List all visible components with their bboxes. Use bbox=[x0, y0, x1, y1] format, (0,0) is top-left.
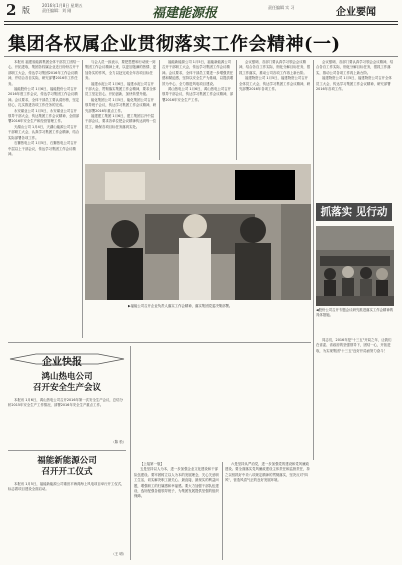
masthead-rule bbox=[4, 21, 398, 22]
paragraph: 福能新能源公司 1月5日，福能新能源公司召开干部职工大会，传达学习集团工作会议精神。会议要求，全体干部员工要进一步增强责任感和紧迫感，坚持以安全生产为基础，以提质增效为中心，全力推进风电项目建设。 bbox=[162, 60, 234, 86]
brief-byline-1: （陈 松） bbox=[111, 440, 126, 444]
brief-divider bbox=[8, 450, 126, 451]
edition-number: 2 bbox=[6, 1, 17, 19]
paragraph: 本报讯 1月5日，福能新能源公司莆田平海湾海上风电项目举行开工仪式，标志着项目建设全面启动。 bbox=[8, 482, 125, 492]
masthead-right-meta bbox=[268, 5, 295, 10]
brief-body-1 bbox=[8, 398, 126, 440]
paragraph: 本报讯 福建省能源集团全体干部员工团结一心，开拓进取，集团各权属企业近日纷纷召开干部职工大会，传达学习集团2016年工作会议精神，并结合各自实际，研究部署2016年工作任务。 bbox=[8, 60, 80, 86]
section-banner bbox=[8, 352, 126, 366]
brief-byline-2: （王 明） bbox=[111, 552, 126, 556]
side-box-title: 抓落实 见行动 bbox=[316, 203, 392, 221]
page-headline: 集团各权属企业贯彻落实工作会精神(一) bbox=[8, 34, 341, 55]
photo-right bbox=[316, 226, 394, 306]
masthead-meta bbox=[42, 3, 83, 13]
column-divider bbox=[236, 60, 237, 160]
continuation-column-3 bbox=[316, 338, 394, 560]
column-divider bbox=[159, 60, 160, 160]
photo-workers-image bbox=[85, 164, 311, 300]
paragraph: 能化集团公司 1月5日，能化集团公司召开领导班子会议，传达学习集团工作会议精神，研究部署2016年重点工作。 bbox=[85, 97, 157, 113]
continuation-column-2 bbox=[225, 462, 311, 560]
section-name: 企业要闻 bbox=[336, 7, 376, 18]
column-divider bbox=[82, 60, 83, 338]
paragraph: 本报讯 1月6日，鸿山热电公司召开2016年第一次安全生产会议，总结分析2015年安全生产工作情况，部署2016年安全生产重点工作。 bbox=[8, 398, 123, 408]
paragraph: 五是坚持以人为本，进一步加强企业文化建设和干部队伍建设。要牢固树立以人为本的发展理念，关心关爱职工生活，切实解决职工最关心、最直接、最现实的利益问题，增强职工的归属感和幸福感。要大力加强干部队伍建设，选好配强各级领导班子，为集团发展提供坚强的组织保障。 bbox=[134, 467, 219, 499]
article-column-5 bbox=[316, 60, 394, 198]
continuation-column-1 bbox=[134, 462, 220, 560]
paragraph: 福建物资公司 1月5日，福建物资公司召开全体员工大会，传达学习集团工作会议精神，研究部署2016年各项工作。 bbox=[239, 76, 311, 92]
editor-line: 责任编辑：刘 刚 bbox=[42, 8, 72, 13]
paragraph: 天湖山公司 1月4日，天湖山能源公司召开干部职工大会，认真学习集团工作会精神，结合实际部署各项工作。 bbox=[8, 124, 80, 140]
phone-line: 责任编辑 实 习 bbox=[268, 5, 295, 10]
paragraph: 会议强调，各部门要认真学习领会会议精神，结合各自工作实际，细化分解目标任务，狠抓工作落实，推动公司各项工作再上新台阶。 bbox=[239, 60, 311, 75]
paragraph: 福能股份公司 1月6日，福能股份公司召开2016年度工作会议，传达学习集团工作会议精神。会议要求，全体干部员工要认清形势，坚定信心，扎实推进各项工作任务的完成。 bbox=[8, 87, 80, 108]
edition-word: 版 bbox=[22, 6, 30, 15]
column-divider bbox=[222, 462, 223, 560]
column-divider bbox=[313, 60, 314, 460]
photo-left bbox=[85, 164, 311, 300]
section-banner-label: 企业快报 bbox=[42, 357, 82, 368]
paragraph: 石狮热电公司 1月5日，石狮热电公司召开中层以上干部会议，传达学习集团工作会议精神。 bbox=[8, 141, 78, 156]
article-column-2 bbox=[85, 60, 157, 160]
paragraph: 【上接第一版】 bbox=[140, 462, 164, 466]
paragraph: 六是坚持从严治党，进一步加强党的建设和党风廉政建设。要全面落实党风廉政建设主体责任和监督责任，持之以恒抓好中央八项规定精神的贯彻落实，坚决反对"四风"，营造风清气正的良好发展环境。 bbox=[225, 462, 310, 483]
paragraph: 会议强调，各部门要认真学习领会会议精神，结合各自工作实际，细化分解目标任务，狠抓工作落实，推动公司各项工作再上新台阶。 bbox=[316, 60, 394, 75]
paragraph: 永安煤业公司 1月5日，永安煤业公司召开领导干部大会，传达集团工作会议精神，全面部署2016年安全生产和经营管理工作。 bbox=[8, 108, 80, 124]
brief-body-2 bbox=[8, 482, 126, 552]
article-column-4 bbox=[239, 60, 311, 160]
article-column-1 bbox=[8, 60, 80, 338]
brief-title-1-text: 鸿山热电公司 召开安全生产会议 bbox=[32, 372, 101, 393]
article-column-3 bbox=[162, 60, 234, 160]
paragraph: 同志们，2016年是"十三五"开局之年，让我们在省委、省政府的坚强领导下，团结一心，开拓进取，为实现集团"十三五"良好开局而努力奋斗！ bbox=[316, 338, 392, 353]
paragraph: 鸿山热电公司 1月6日，鸿山热电公司召开领导干部会议，传达学习集团工作会议精神，部署2016年安全生产工作。 bbox=[162, 87, 234, 102]
section-divider bbox=[8, 342, 311, 343]
paragraph: 福建水泥公司 1月6日，福建水泥公司召开干部大会，贯彻落实集团工作会精神，要求全体员工坚定信心，开拓创新，加快转型升级。 bbox=[85, 81, 157, 97]
brief-title-2 bbox=[8, 456, 126, 478]
paper-name: 福建能源报 bbox=[152, 6, 218, 21]
masthead-rule-thin bbox=[4, 24, 398, 25]
paragraph: 福建建工集团 1月6日，建工集团召开中层干部会议，要求各单位把会议精神传达到每一位员工，确保各项目标任务落到实处。 bbox=[85, 114, 157, 129]
photo-caption-right: ◀股份公司召开专题会议研究推进落实工作会精神的具体措施。 bbox=[316, 308, 394, 318]
photo-caption-left: ▶福能公司召开企业负责人落实工作会精神，落实集团党委决策部署。 bbox=[128, 304, 233, 308]
brief-title-1 bbox=[8, 372, 126, 394]
column-divider bbox=[130, 346, 131, 560]
headline-rule bbox=[4, 56, 398, 57]
photo-meeting-image bbox=[316, 226, 394, 306]
masthead bbox=[0, 0, 402, 22]
paragraph: 福建物资公司 1月5日，福建物资公司召开全体员工大会，传达学习集团工作会议精神，研究部署2016年各项工作。 bbox=[316, 76, 392, 92]
paragraph: 与会人员一致表示，要把思想和行动统一到集团工作会议精神上来，以更加饱满的热情、更加务实的作风，全力以赴完成全年各项目标任务。 bbox=[85, 60, 157, 81]
date-line: 2016年1月8日 星期五 bbox=[42, 3, 83, 8]
brief-title-2-text: 福能新能源公司 召开开工仪式 bbox=[37, 456, 97, 477]
